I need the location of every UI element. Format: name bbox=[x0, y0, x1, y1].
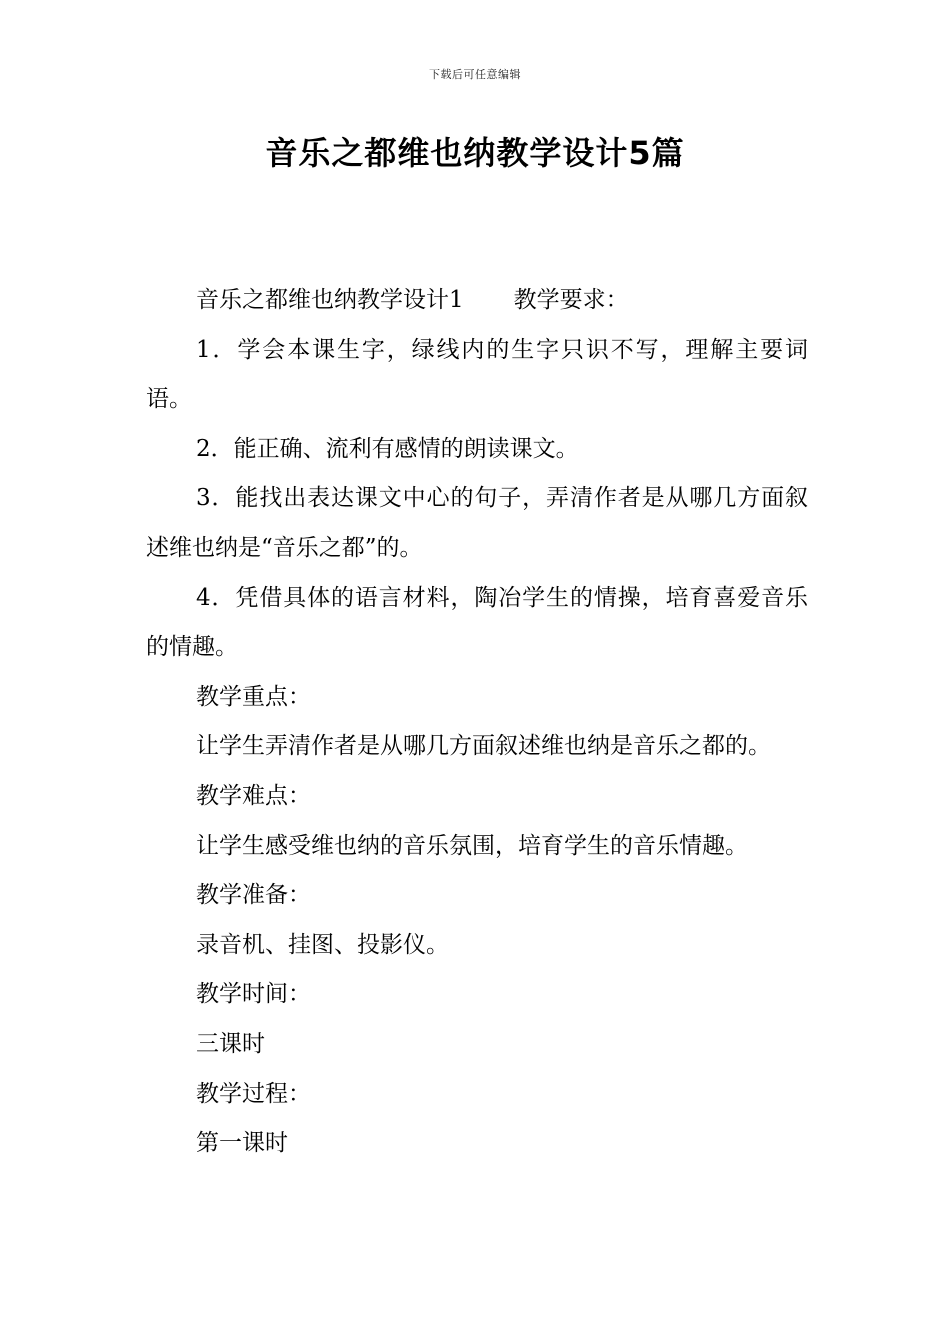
time-text: 三课时 bbox=[196, 1030, 265, 1057]
requirement-4: 4．凭借具体的语言材料，陶冶学生的情操，培育喜爱音乐的情趣。 bbox=[146, 584, 808, 661]
intro-lead: 音乐之都维也纳教学设计1 bbox=[196, 287, 464, 313]
requirement-1: 1．学会本课生字，绿线内的生字只识不写，理解主要词语。 bbox=[146, 336, 808, 413]
heading-process: 教学过程： bbox=[196, 1080, 311, 1107]
document-title: 音乐之都维也纳教学设计5篇 bbox=[265, 134, 685, 172]
requirement-2: 2．能正确、流利有感情的朗读课文。 bbox=[196, 435, 579, 462]
key-points-text: 让学生弄清作者是从哪几方面叙述维也纳是音乐之都的。 bbox=[196, 733, 771, 760]
heading-difficulties: 教学难点： bbox=[196, 782, 311, 809]
requirement-3: 3．能找出表达课文中心的句子，弄清作者是从哪几方面叙述维也纳是“音乐之都”的。 bbox=[146, 485, 808, 561]
heading-key-points: 教学重点： bbox=[196, 683, 311, 710]
first-lesson-heading: 第一课时 bbox=[196, 1130, 288, 1157]
section-heading-requirements: 教学要求： bbox=[513, 287, 629, 313]
difficulties-text: 让学生感受维也纳的音乐氛围，培育学生的音乐情趣。 bbox=[196, 832, 748, 859]
intro-paragraph bbox=[146, 276, 808, 326]
heading-preparation: 教学准备： bbox=[196, 882, 311, 909]
header-note: 下载后可任意编辑 bbox=[429, 68, 521, 81]
document-body bbox=[146, 276, 808, 1169]
preparation-text: 录音机、挂图、投影仪。 bbox=[196, 931, 449, 958]
heading-time: 教学时间： bbox=[196, 981, 311, 1008]
